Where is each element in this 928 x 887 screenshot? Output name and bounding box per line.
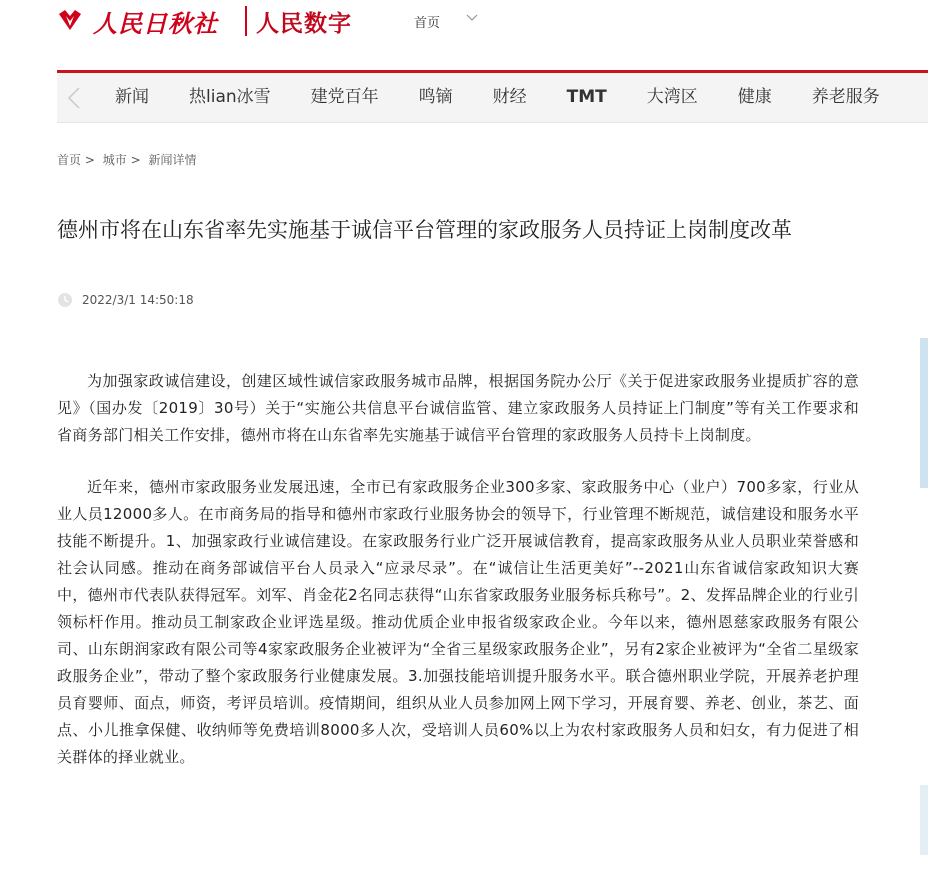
nav-item-news[interactable]: 新闻 bbox=[115, 87, 149, 107]
breadcrumb-separator: > bbox=[130, 153, 141, 167]
article-body bbox=[57, 368, 859, 771]
clock-icon bbox=[57, 292, 73, 308]
chevron-left-icon[interactable] bbox=[67, 87, 81, 109]
breadcrumb-city[interactable]: 城市 bbox=[102, 153, 127, 167]
publish-datetime: 2022/3/1 14:50:18 bbox=[82, 293, 194, 307]
article-paragraph: 近年来，德州市家政服务业发展迅速，全市已有家政服务企业300多家、家政服务中心（业户）700多家，行业从业人员12000多人。在市商务局的指导和德州市家政行业服务协会的领导下，行业管理不断规范，诚信建设和服务水平技能不断提升。1、加强家政行业诚信建设。在家政服务行业广泛开展诚信教育，提高家政服务从业人员职业荣誉感和社会认同感。推动在商务部诚信平台人员录入“应录尽录”。在“诚信让生活更美好”--2021山东省诚信家政知识大赛中，德州市代表队获得冠军。刘军、肖金花2名同志获得“山东省家政服务业服务标兵称号”。2、发挥品牌企业的行业引领标杆作用。推动员工制家政企业评选星级。推动优质企业申报省级家政企业。今年以来，德州恩慈家政服务有限公司、山东朗润家政有限公司等4家家政服务企业被评为“全省三星级家政服务企业”，另有2家企业被评为“全省二星级家政服务企业”，带动了整个家政服务行业健康发展。3.加强技能培训提升服务水平。联合德州职业学院，开展养老护理员育婴师、面点，师资，考评员培训。疫情期间，组织从业人员参加网上网下学习，开展育婴、养老、创业，茶艺、面点、小儿推拿保健、收纳师等免费培训8000多人次，受培训人员60%以上为农村家政服务人员和妇女，有力促进了相关群体的择业就业。 bbox=[57, 478, 859, 766]
nav-item-finance[interactable]: 财经 bbox=[492, 87, 527, 107]
breadcrumb-current: 新闻详情 bbox=[148, 153, 197, 167]
chevron-down-icon[interactable] bbox=[466, 14, 478, 22]
nav-item-tmt[interactable]: TMT bbox=[566, 87, 607, 107]
article-paragraph: 为加强家政诚信建设，创建区域性诚信家政服务城市品牌，根据国务院办公厅《关于促进家政服务业提质扩容的意见》（国办发〔2019〕30号）关于“实施公共信息平台诚信监管、建立家政服务人员持证上门制度”等有关工作要求和省商务部门相关工作安排，德州市将在山东省率先实施基于诚信平台管理的家政服务人员持卡上岗制度。 bbox=[57, 372, 859, 444]
breadcrumb-home[interactable]: 首页 bbox=[57, 153, 82, 167]
brand-subtitle[interactable]: 人民数字 bbox=[256, 11, 352, 37]
nav-items bbox=[115, 73, 920, 122]
nav-item-mingdi[interactable]: 鸣镝 bbox=[418, 87, 453, 107]
nav-item-ice-snow[interactable]: 热lian冰雪 bbox=[189, 87, 271, 107]
top-header bbox=[0, 0, 928, 44]
brand-logo-icon[interactable] bbox=[57, 8, 83, 32]
edge-decoration bbox=[920, 785, 928, 855]
brand-name[interactable]: 人民日秋社 bbox=[93, 9, 218, 38]
home-link[interactable]: 首页 bbox=[414, 16, 441, 31]
nav-item-party-centennial[interactable]: 建党百年 bbox=[310, 87, 379, 107]
nav-item-health[interactable]: 健康 bbox=[737, 87, 772, 107]
article-title: 德州市将在山东省率先实施基于诚信平台管理的家政服务人员持证上岗制度改革 bbox=[57, 218, 792, 243]
edge-decoration bbox=[920, 338, 928, 488]
breadcrumb bbox=[57, 151, 200, 168]
breadcrumb-separator: > bbox=[84, 153, 95, 167]
logo-divider bbox=[245, 6, 247, 36]
nav-item-elderly-care[interactable]: 养老服务 bbox=[811, 87, 880, 107]
main-nav bbox=[57, 73, 928, 123]
nav-item-greater-bay[interactable]: 大湾区 bbox=[646, 87, 698, 107]
